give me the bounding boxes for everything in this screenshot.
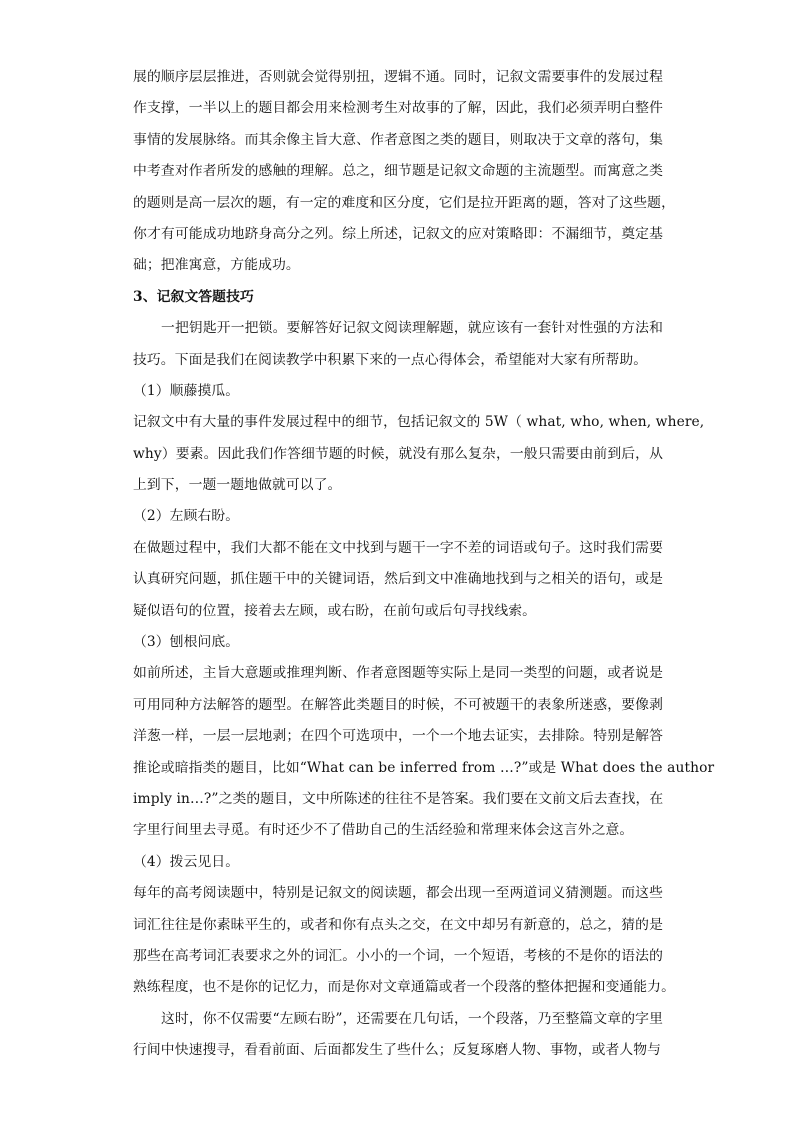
text-line: imply in…?”之类的题目，文中所陈述的往往不是答案。我们要在文前文后去查找，在 [133,790,664,807]
text-line: 事情的发展脉络。而其余像主旨大意、作者意图之类的题目，则取决于文章的落句，集 [133,131,663,148]
paragraph [133,878,675,1004]
text-line: 你才有可能成功地跻身高分之列。综上所述，记叙文的应对策略即：不漏细节，奠定基 [133,225,663,242]
text-line: 疑似语句的位置，接着去左顾，或右盼，在前句或后句寻找线索。 [133,602,537,619]
text-line: 认真研究问题，抓住题干中的关键词语，然后到文中准确地找到与之相关的语句，或是 [133,571,663,588]
subsection-title: （2）左顾右盼。 [133,508,240,525]
subsection-title: （4）拨云见日。 [133,853,240,870]
text-line: 如前所述，主旨大意题或推理判断、作者意图题等实际上是同一类型的问题，或者说是 [133,665,663,682]
text-line: 础；把准寓意，方能成功。 [133,257,300,274]
text-line: 词汇往往是你素昧平生的，或者和你有点头之交，在文中却另有新意的，总之，猜的是 [133,916,663,933]
text-line: 这时，你不仅需要“左顾右盼”，还需要在几句话，一个段落，乃至整篇文章的字里 [161,1010,663,1027]
subsection-title: （1）顺藤摸瓜。 [133,382,240,399]
text-line: 的题则是高一层次的题，有一定的难度和区分度，它们是拉开距离的题，答对了这些题， [133,194,675,211]
text-line: 记叙文中有大量的事件发展过程中的细节，包括记叙文的 5W（ what, who, when, where, [133,414,705,431]
paragraph [133,533,663,627]
document-body [133,62,715,1067]
text-line: 推论或暗指类的题目，比如“What can be inferred from …?”或是 What does the author [133,759,715,776]
text-line: 中考查对作者所发的感触的理解。总之，细节题是记叙文命题的主流题型。而寓意之类 [133,163,663,180]
text-line: 行间中快速搜寻，看看前面、后面都发生了些什么；反复琢磨人物、事物，或者人物与 [133,1042,662,1059]
paragraph [133,658,715,846]
paragraph [133,1004,663,1067]
subsection-title: （3）刨根问底。 [133,634,240,651]
text-line: 字里行间里去寻觅。有时还少不了借助自己的生活经验和常理来体会这言外之意。 [133,822,634,839]
text-line: why）要素。因此我们作答细节题的时候，就没有那么复杂，一般只需要由前到后，从 [133,445,663,462]
text-line: 洋葱一样，一层一层地剥；在四个可选项中，一个一个地去证实，去排除。特别是解答 [133,728,663,745]
text-line: 展的顺序层层推进，否则就会觉得别扭，逻辑不通。同时，记叙文需要事件的发展过程 [133,69,663,85]
text-line: 每年的高考阅读题中，特别是记叙文的阅读题，都会出现一至两道词义猜测题。而这些 [133,885,663,902]
paragraph [133,407,705,501]
text-line: 上到下，一题一题地做就可以了。 [133,477,342,494]
paragraph [133,313,663,376]
text-line: 那些在高考词汇表要求之外的词汇。小小的一个词，一个短语，考核的不是你的语法的 [133,947,663,964]
text-line: 熟练程度，也不是你的记忆力，而是你对文章通篇或者一个段落的整体把握和变通能力。 [133,979,675,996]
text-line: 技巧。下面是我们在阅读教学中积累下来的一点心得体会，希望能对大家有所帮助。 [133,351,648,368]
section-heading: 3、记叙文答题技巧 [133,288,254,305]
text-line: 可用同种方法解答的题型。在解答此类题目的时候，不可被题干的表象所迷惑，要像剥 [133,696,663,713]
text-line: 一把钥匙开一把锁。要解答好记叙文阅读理解题，就应该有一套针对性强的方法和 [161,320,663,337]
paragraph [133,62,675,282]
text-line: 作支撑，一半以上的题目都会用来检测考生对故事的了解，因此，我们必须弄明白整件 [133,100,663,117]
text-line: 在做题过程中，我们大都不能在文中找到与题干一字不差的词语或句子。这时我们需要 [133,539,663,556]
